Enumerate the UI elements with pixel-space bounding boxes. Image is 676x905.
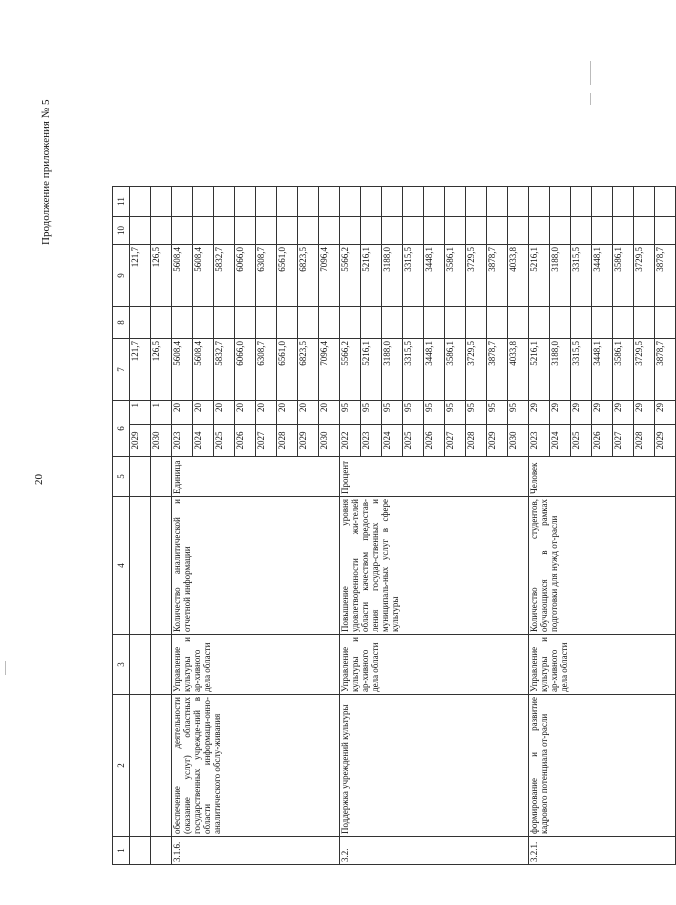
empty-cell: [424, 217, 445, 245]
target-value-cell: 20: [235, 401, 256, 425]
empty-cell: [424, 187, 445, 217]
empty-cell: [340, 187, 361, 217]
document-table: [112, 156, 676, 865]
target-value-cell: 95: [340, 401, 361, 425]
empty-cell: [550, 187, 571, 217]
column-number: 7: [113, 339, 130, 401]
funding-total-cell: 3729,5: [634, 339, 655, 401]
funding-regional-cell: 3586,1: [445, 245, 466, 307]
funding-regional-cell: 3586,1: [613, 245, 634, 307]
funding-total-cell: 4033,8: [508, 339, 529, 401]
empty-cell: [466, 187, 487, 217]
empty-cell: [613, 307, 634, 339]
funding-total-cell: 3878,7: [487, 339, 508, 401]
funding-total-cell: 5566,2: [340, 339, 361, 401]
funding-total-cell: 5216,1: [361, 339, 382, 401]
table-row: [172, 157, 193, 865]
empty-cell: [193, 307, 214, 339]
empty-cell: [151, 635, 172, 695]
empty-cell: [298, 187, 319, 217]
empty-cell: [403, 217, 424, 245]
indicator-name: Количество студентов, обучающихся в рамках подготовки для нужд от-расли: [529, 497, 676, 635]
year-cell: 2029: [298, 425, 319, 457]
empty-cell: [277, 187, 298, 217]
funding-total-cell: 121,7: [130, 339, 151, 401]
empty-cell: [571, 187, 592, 217]
executor-name: Управление культуры и ар-хивного дела области: [340, 635, 529, 695]
target-value-cell: 95: [382, 401, 403, 425]
funding-total-cell: 5216,1: [529, 339, 550, 401]
empty-cell: [130, 187, 151, 217]
target-value-cell: 95: [508, 401, 529, 425]
target-value-cell: 20: [172, 401, 193, 425]
target-value-cell: 95: [466, 401, 487, 425]
target-value-cell: 95: [361, 401, 382, 425]
empty-cell: [508, 187, 529, 217]
empty-cell: [130, 695, 151, 837]
target-value-cell: 29: [613, 401, 634, 425]
empty-cell: [361, 217, 382, 245]
empty-cell: [130, 837, 151, 865]
target-value-cell: 29: [655, 401, 676, 425]
column-number: 5: [113, 457, 130, 497]
funding-regional-cell: 5832,7: [214, 245, 235, 307]
funding-regional-cell: 3315,5: [571, 245, 592, 307]
year-cell: 2022: [340, 425, 361, 457]
target-value-cell: 95: [403, 401, 424, 425]
funding-total-cell: 6066,0: [235, 339, 256, 401]
funding-regional-cell: 5216,1: [529, 245, 550, 307]
funding-regional-cell: 5608,4: [172, 245, 193, 307]
empty-cell: [655, 187, 676, 217]
empty-cell: [550, 307, 571, 339]
funding-regional-cell: 3448,1: [592, 245, 613, 307]
empty-cell: [445, 187, 466, 217]
funding-regional-cell: 6066,0: [235, 245, 256, 307]
empty-cell: [214, 187, 235, 217]
funding-total-cell: 5608,4: [193, 339, 214, 401]
column-number: 3: [113, 635, 130, 695]
funding-total-cell: 6823,5: [298, 339, 319, 401]
year-cell: 2027: [613, 425, 634, 457]
empty-cell: [508, 307, 529, 339]
column-numbers-row: [113, 157, 130, 865]
empty-cell: [592, 217, 613, 245]
year-cell: 2023: [529, 425, 550, 457]
funding-regional-cell: 3878,7: [487, 245, 508, 307]
year-cell: 2030: [151, 425, 172, 457]
empty-cell: [445, 217, 466, 245]
funding-total-cell: 3729,5: [466, 339, 487, 401]
empty-cell: [193, 217, 214, 245]
funding-total-cell: 3586,1: [613, 339, 634, 401]
empty-cell: [298, 217, 319, 245]
empty-cell: [151, 497, 172, 635]
empty-cell: [172, 187, 193, 217]
scan-mark: [590, 93, 591, 105]
empty-cell: [613, 217, 634, 245]
target-value-cell: 20: [277, 401, 298, 425]
empty-cell: [151, 217, 172, 245]
empty-cell: [277, 217, 298, 245]
item-number: 3.2.1.: [529, 837, 676, 865]
page-header: Продолжение приложения № 5: [40, 99, 52, 245]
target-value-cell: 20: [256, 401, 277, 425]
empty-cell: [319, 307, 340, 339]
target-value-cell: 95: [487, 401, 508, 425]
column-number: 4: [113, 497, 130, 635]
empty-cell: [592, 307, 613, 339]
year-cell: 2030: [319, 425, 340, 457]
empty-cell: [130, 457, 151, 497]
empty-cell: [529, 307, 550, 339]
empty-cell: [256, 307, 277, 339]
target-value-cell: 20: [214, 401, 235, 425]
empty-cell: [361, 187, 382, 217]
empty-cell: [529, 217, 550, 245]
funding-regional-cell: 3729,5: [634, 245, 655, 307]
empty-cell: [130, 497, 151, 635]
rotated-page: [0, 50, 665, 905]
year-cell: 2030: [508, 425, 529, 457]
empty-cell: [130, 217, 151, 245]
empty-cell: [130, 307, 151, 339]
executor-name: Управление культуры и ар-хивного дела области: [529, 635, 676, 695]
funding-regional-cell: 3448,1: [424, 245, 445, 307]
year-cell: 2026: [592, 425, 613, 457]
activity-name: обеспечение деятельности (оказание услуг) областных государственных учрежде-ний в области информаци-онно-аналитического обслу-живания: [172, 695, 340, 837]
empty-cell: [655, 217, 676, 245]
empty-cell: [634, 307, 655, 339]
empty-cell: [151, 837, 172, 865]
funding-total-cell: 5608,4: [172, 339, 193, 401]
funding-regional-cell: 121,7: [130, 245, 151, 307]
empty-cell: [634, 217, 655, 245]
target-value-cell: 95: [424, 401, 445, 425]
empty-cell: [424, 307, 445, 339]
year-cell: 2024: [550, 425, 571, 457]
year-cell: 2024: [382, 425, 403, 457]
empty-cell: [340, 307, 361, 339]
empty-cell: [529, 187, 550, 217]
funding-regional-cell: 3188,0: [382, 245, 403, 307]
target-value-cell: 1: [130, 401, 151, 425]
target-value-cell: 20: [193, 401, 214, 425]
column-number: 6: [113, 401, 130, 457]
funding-regional-cell: 3729,5: [466, 245, 487, 307]
empty-cell: [361, 307, 382, 339]
funding-total-cell: 7096,4: [319, 339, 340, 401]
empty-cell: [487, 307, 508, 339]
empty-cell: [466, 307, 487, 339]
column-number: 2: [113, 695, 130, 837]
empty-cell: [487, 217, 508, 245]
empty-cell: [487, 187, 508, 217]
funding-regional-cell: 4033,8: [508, 245, 529, 307]
year-cell: 2023: [172, 425, 193, 457]
year-cell: 2025: [571, 425, 592, 457]
indicator-name: Повышение уровня удовлетворенности жи-телей области качеством предостав-ления государ-ственных и муниципаль-ных услуг в сфере культуры: [340, 497, 529, 635]
table-row: [529, 157, 550, 865]
funding-total-cell: 3878,7: [655, 339, 676, 401]
unit-name: Единица: [172, 457, 340, 497]
column-number: 9: [113, 245, 130, 307]
year-cell: 2029: [130, 425, 151, 457]
funding-total-cell: 6308,7: [256, 339, 277, 401]
funding-regional-cell: 3188,0: [550, 245, 571, 307]
scan-mark: [590, 61, 591, 85]
table-row: [151, 157, 172, 865]
funding-total-cell: 3448,1: [424, 339, 445, 401]
empty-cell: [466, 217, 487, 245]
empty-cell: [172, 217, 193, 245]
year-cell: 2028: [277, 425, 298, 457]
target-value-cell: 29: [592, 401, 613, 425]
target-value-cell: 95: [445, 401, 466, 425]
empty-cell: [403, 307, 424, 339]
funding-total-cell: 3586,1: [445, 339, 466, 401]
item-number: 3.1.6.: [172, 837, 340, 865]
year-cell: 2029: [487, 425, 508, 457]
unit-name: Процент: [340, 457, 529, 497]
empty-cell: [382, 187, 403, 217]
empty-cell: [130, 635, 151, 695]
empty-cell: [655, 307, 676, 339]
year-cell: 2026: [235, 425, 256, 457]
target-value-cell: 29: [550, 401, 571, 425]
empty-cell: [172, 307, 193, 339]
year-cell: 2025: [403, 425, 424, 457]
empty-cell: [571, 217, 592, 245]
empty-cell: [592, 187, 613, 217]
empty-cell: [277, 307, 298, 339]
empty-cell: [151, 187, 172, 217]
empty-cell: [256, 187, 277, 217]
year-cell: 2027: [445, 425, 466, 457]
column-number: 11: [113, 187, 130, 217]
funding-regional-cell: 6561,0: [277, 245, 298, 307]
funding-regional-cell: 126,5: [151, 245, 172, 307]
table-row: [130, 157, 151, 865]
indicator-name: Количество аналитической и отчетной информации: [172, 497, 340, 635]
year-cell: 2026: [424, 425, 445, 457]
year-cell: 2029: [655, 425, 676, 457]
column-number: 10: [113, 217, 130, 245]
empty-cell: [151, 457, 172, 497]
funding-total-cell: 126,5: [151, 339, 172, 401]
empty-cell: [634, 187, 655, 217]
year-cell: 2025: [214, 425, 235, 457]
page-number: 20: [33, 474, 45, 485]
empty-cell: [550, 217, 571, 245]
funding-regional-cell: 3878,7: [655, 245, 676, 307]
empty-cell: [151, 307, 172, 339]
funding-regional-cell: 3315,5: [403, 245, 424, 307]
funding-total-cell: 3448,1: [592, 339, 613, 401]
empty-cell: [508, 217, 529, 245]
funding-total-cell: 3315,5: [403, 339, 424, 401]
target-value-cell: 20: [319, 401, 340, 425]
activity-name: формирование и развитие кадрового потенциала от-расли: [529, 695, 676, 837]
column-number: 8: [113, 307, 130, 339]
target-value-cell: 29: [634, 401, 655, 425]
empty-cell: [571, 307, 592, 339]
target-value-cell: 29: [529, 401, 550, 425]
item-number: 3.2.: [340, 837, 529, 865]
year-cell: 2028: [466, 425, 487, 457]
funding-regional-cell: 5608,4: [193, 245, 214, 307]
empty-cell: [235, 217, 256, 245]
funding-regional-cell: 7096,4: [319, 245, 340, 307]
empty-cell: [319, 217, 340, 245]
target-value-cell: 1: [151, 401, 172, 425]
funding-regional-cell: 5566,2: [340, 245, 361, 307]
executor-name: Управление культуры и ар-хивного дела области: [172, 635, 340, 695]
funding-regional-cell: 6308,7: [256, 245, 277, 307]
empty-cell: [214, 217, 235, 245]
empty-cell: [613, 187, 634, 217]
empty-cell: [235, 307, 256, 339]
empty-cell: [340, 217, 361, 245]
empty-cell: [214, 307, 235, 339]
empty-cell: [193, 187, 214, 217]
activity-name: Поддержка учреждений культуры: [340, 695, 529, 837]
empty-cell: [298, 307, 319, 339]
year-cell: 2024: [193, 425, 214, 457]
funding-total-cell: 5832,7: [214, 339, 235, 401]
funding-regional-cell: 5216,1: [361, 245, 382, 307]
empty-cell: [445, 307, 466, 339]
year-cell: 2028: [634, 425, 655, 457]
target-value-cell: 29: [571, 401, 592, 425]
target-value-cell: 20: [298, 401, 319, 425]
empty-cell: [151, 695, 172, 837]
funding-regional-cell: 6823,5: [298, 245, 319, 307]
column-number: 1: [113, 837, 130, 865]
empty-cell: [319, 187, 340, 217]
empty-cell: [382, 217, 403, 245]
funding-total-cell: 3188,0: [550, 339, 571, 401]
year-cell: 2027: [256, 425, 277, 457]
funding-total-cell: 3315,5: [571, 339, 592, 401]
table-body: [113, 157, 676, 865]
funding-total-cell: 3188,0: [382, 339, 403, 401]
empty-cell: [256, 217, 277, 245]
empty-cell: [235, 187, 256, 217]
table-row: [340, 157, 361, 865]
scan-mark: [5, 661, 6, 675]
empty-cell: [403, 187, 424, 217]
funding-total-cell: 6561,0: [277, 339, 298, 401]
year-cell: 2023: [361, 425, 382, 457]
unit-name: Человек: [529, 457, 676, 497]
empty-cell: [382, 307, 403, 339]
